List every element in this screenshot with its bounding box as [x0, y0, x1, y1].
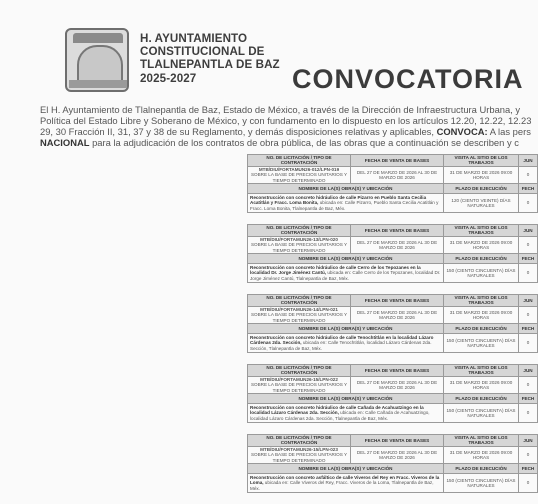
junta-cell: 0 [519, 166, 538, 183]
visita-cell: 31 DE MARZO DE 2026 09:00 HORAS [444, 446, 519, 463]
nacional-label: NACIONAL [40, 137, 90, 148]
fecha-cell: 0 [519, 334, 538, 353]
intro-line [40, 137, 518, 148]
plazo-cell: 150 (CIENTO CINCUENTA) DÍAS NATURALES [444, 474, 519, 493]
obra-cell [248, 474, 444, 493]
header-visita: VISITA AL SITIO DE LOS TRABAJOS [444, 225, 519, 237]
header-fecha: FECH [519, 324, 538, 334]
tender-type: SOBRE LA BASE DE PRECIOS UNITARIOS Y TIEMPO DETERMINADO [250, 382, 348, 393]
obra-cell [248, 264, 444, 283]
tender-table [247, 224, 537, 283]
tender-grid [247, 154, 538, 213]
header-obra: NOMBRE DE LA(S) OBRA(S) Y UBICACIÓN [248, 324, 444, 334]
visita-cell: 31 DE MARZO DE 2026 09:00 HORAS [444, 166, 519, 183]
venta-cell: DEL 27 DE MARZO DE 2026 AL 30 DE MARZO DE 2026 [351, 166, 444, 183]
municipal-seal-logo [65, 28, 129, 92]
tender-id: MTB/DIU/FORTAMUN26-15/LPN-022 [260, 376, 338, 382]
tender-table [247, 294, 537, 353]
header-licitacion: NO. DE LICITACIÓN / TIPO DE CONTRATACIÓN [248, 225, 351, 237]
seal-band [69, 80, 127, 88]
licitacion-cell [248, 306, 351, 323]
council-title-line: H. AYUNTAMIENTO [140, 32, 248, 45]
header-fecha: FECH [519, 464, 538, 474]
header-junta: JUN [519, 225, 538, 237]
header-junta: JUN [519, 435, 538, 447]
obra-title: Reconstrucción con concreto hidráulico de calle Cañada de Acahuatzingo en la localidad Lázaro Cárdenas 2da. Sección, [250, 404, 424, 416]
header-venta: FECHA DE VENTA DE BASES [351, 295, 444, 307]
tender-id: MTB/DIU/FORTAMUN26-13/LPN-020 [260, 236, 338, 242]
header-licitacion: NO. DE LICITACIÓN / TIPO DE CONTRATACIÓN [248, 155, 351, 167]
header-obra: NOMBRE DE LA(S) OBRA(S) Y UBICACIÓN [248, 254, 444, 264]
venta-cell: DEL 27 DE MARZO DE 2026 AL 30 DE MARZO DE 2026 [351, 236, 444, 253]
licitacion-cell [248, 236, 351, 253]
tender-grid [247, 364, 538, 423]
header-visita: VISITA AL SITIO DE LOS TRABAJOS [444, 295, 519, 307]
header-junta: JUN [519, 295, 538, 307]
fecha-cell: 0 [519, 194, 538, 213]
intro-line [40, 126, 531, 137]
intro-line: Política del Estado Libre y Soberano de México, y con fundamento en lo dispuesto en los artículos 12.20, 12.22, 12.23 [40, 115, 532, 126]
junta-cell: 0 [519, 236, 538, 253]
obra-title: Reconstrucción con concreto hidráulico de calle Pizarro en Pueblo Santa Cecilia Acatitlán y Fracc. Loma Bonita, [250, 194, 427, 206]
header-fecha: FECH [519, 184, 538, 194]
tender-type: SOBRE LA BASE DE PRECIOS UNITARIOS Y TIEMPO DETERMINADO [250, 242, 348, 253]
header-licitacion: NO. DE LICITACIÓN / TIPO DE CONTRATACIÓN [248, 435, 351, 447]
venta-cell: DEL 27 DE MARZO DE 2026 AL 30 DE MARZO DE 2026 [351, 376, 444, 393]
intro-paragraph [40, 104, 532, 148]
council-title-line: 2025-2027 [140, 71, 197, 85]
obra-title: Reconstrucción con concreto hidráulico de calle Tenochtitlán en la localidad Lázaro Cárdenas 2da. Sección, [250, 334, 434, 346]
tender-table [247, 154, 537, 213]
header-plazo: PLAZO DE EJECUCIÓN [444, 254, 519, 264]
tender-id: MTB/DIU/FORTAMUN26-14/LPN-021 [260, 306, 338, 312]
intro-text: A las pers [487, 126, 531, 137]
fecha-cell: 0 [519, 264, 538, 283]
plazo-cell: 150 (CIENTO CINCUENTA) DÍAS NATURALES [444, 404, 519, 423]
header-visita: VISITA AL SITIO DE LOS TRABAJOS [444, 435, 519, 447]
header-obra: NOMBRE DE LA(S) OBRA(S) Y UBICACIÓN [248, 464, 444, 474]
venta-cell: DEL 27 DE MARZO DE 2026 AL 30 DE MARZO DE 2026 [351, 446, 444, 463]
obra-location: ubicada en: Calle Cañada de Acahuatzingo, localidad Lázaro Cárdenas 2da. Sección, Tlalnepantla de Baz, Méx. [250, 410, 430, 421]
header-plazo: PLAZO DE EJECUCIÓN [444, 464, 519, 474]
header-plazo: PLAZO DE EJECUCIÓN [444, 394, 519, 404]
intro-text: 29, 30 Fracción II, 31, 37 y 38 de su Reglamento, y demás disposiciones relativas y aplicables, [40, 126, 437, 137]
obra-location: ubicada en: Calle Cerro de los Tepozanes, localidad Dr. Jorge Jiménez Cantú, Tlalnepantla de Baz, Méx. [250, 270, 441, 281]
header-venta: FECHA DE VENTA DE BASES [351, 225, 444, 237]
header-venta: FECHA DE VENTA DE BASES [351, 435, 444, 447]
header-obra: NOMBRE DE LA(S) OBRA(S) Y UBICACIÓN [248, 394, 444, 404]
plazo-cell: 120 (CIENTO VEINTE) DÍAS NATURALES [444, 194, 519, 213]
header-plazo: PLAZO DE EJECUCIÓN [444, 184, 519, 194]
junta-cell: 0 [519, 376, 538, 393]
header-visita: VISITA AL SITIO DE LOS TRABAJOS [444, 155, 519, 167]
visita-cell: 31 DE MARZO DE 2026 09:00 HORAS [444, 376, 519, 393]
tender-table [247, 434, 537, 493]
header [0, 0, 524, 100]
tender-grid [247, 434, 538, 493]
intro-line: El H. Ayuntamiento de Tlalnepantla de Baz, Estado de México, a través de la Dirección de Infraestructura Urbana, y [40, 104, 521, 115]
convoca-label: CONVOCA: [436, 126, 488, 137]
tender-type: SOBRE LA BASE DE PRECIOS UNITARIOS Y TIEMPO DETERMINADO [250, 452, 348, 463]
tender-id: MTB/DIU/FORTAMUN26-012/LPN-019 [258, 166, 340, 172]
council-title [140, 32, 280, 85]
seal-crown [73, 33, 123, 43]
seal-arch [77, 45, 123, 85]
visita-cell: 31 DE MARZO DE 2026 09:00 HORAS [444, 236, 519, 253]
convocatoria-banner: CONVOCATORIA [292, 64, 524, 94]
venta-cell: DEL 27 DE MARZO DE 2026 AL 30 DE MARZO DE 2026 [351, 306, 444, 323]
obra-location: ubicada en: Calle Tenochtitlán, localidad Lázaro Cárdenas 2da. Sección, Tlalnepantla de Baz, Méx. [250, 340, 432, 351]
junta-cell: 0 [519, 306, 538, 323]
obra-location: ubicada en: Calle Viveros del Rey, Fracc. Viveros de la Loma, Tlalnepantla de Baz, Méx. [250, 480, 434, 491]
obra-cell [248, 194, 444, 213]
obra-title: Reconstrucción con concreto hidráulico de calle Cerro de los Tepozanes en la localidad Dr. Jorge Jiménez Cantú, [250, 264, 421, 276]
obra-location: ubicada en: Calle Pizarro, Pueblo Santa Cecilia Acatitlán y Fracc. Loma Bonita, Tlalnepantla de Baz, Méx. [250, 200, 439, 211]
obra-cell [248, 404, 444, 423]
fecha-cell: 0 [519, 404, 538, 423]
header-licitacion: NO. DE LICITACIÓN / TIPO DE CONTRATACIÓN [248, 295, 351, 307]
plazo-cell: 150 (CIENTO CINCUENTA) DÍAS NATURALES [444, 334, 519, 353]
obra-cell [248, 334, 444, 353]
tender-tables [247, 154, 535, 504]
licitacion-cell [248, 446, 351, 463]
header-junta: JUN [519, 365, 538, 377]
tender-grid [247, 294, 538, 353]
obra-title: Reconstrucción con concreto asfáltico de calle Viveros del Rey en Fracc. Viveros de la Loma, [250, 474, 440, 486]
header-licitacion: NO. DE LICITACIÓN / TIPO DE CONTRATACIÓN [248, 365, 351, 377]
visita-cell: 31 DE MARZO DE 2026 09:00 HORAS [444, 306, 519, 323]
council-title-line: CONSTITUCIONAL DE [140, 45, 265, 59]
tender-id: MTB/DIU/FORTAMUN26-15/LPN-023 [260, 446, 338, 452]
tender-type: SOBRE LA BASE DE PRECIOS UNITARIOS Y TIEMPO DETERMINADO [250, 312, 348, 323]
header-junta: JUN [519, 155, 538, 167]
header-venta: FECHA DE VENTA DE BASES [351, 155, 444, 167]
tender-type: SOBRE LA BASE DE PRECIOS UNITARIOS Y TIEMPO DETERMINADO [250, 172, 348, 183]
header-fecha: FECH [519, 394, 538, 404]
header-fecha: FECH [519, 254, 538, 264]
header-venta: FECHA DE VENTA DE BASES [351, 365, 444, 377]
plazo-cell: 150 (CIENTO CINCUENTA) DÍAS NATURALES [444, 264, 519, 283]
licitacion-cell [248, 376, 351, 393]
fecha-cell: 0 [519, 474, 538, 493]
intro-text: para la adjudicación de los contratos de obra pública, de las obras que a continuación se describen y c [89, 137, 519, 148]
council-title-line: TLALNEPANTLA DE BAZ [140, 58, 280, 72]
tender-grid [247, 224, 538, 283]
tender-table [247, 364, 537, 423]
header-visita: VISITA AL SITIO DE LOS TRABAJOS [444, 365, 519, 377]
header-plazo: PLAZO DE EJECUCIÓN [444, 324, 519, 334]
header-obra: NOMBRE DE LA(S) OBRA(S) Y UBICACIÓN [248, 184, 444, 194]
licitacion-cell [248, 166, 351, 183]
junta-cell: 0 [519, 446, 538, 463]
